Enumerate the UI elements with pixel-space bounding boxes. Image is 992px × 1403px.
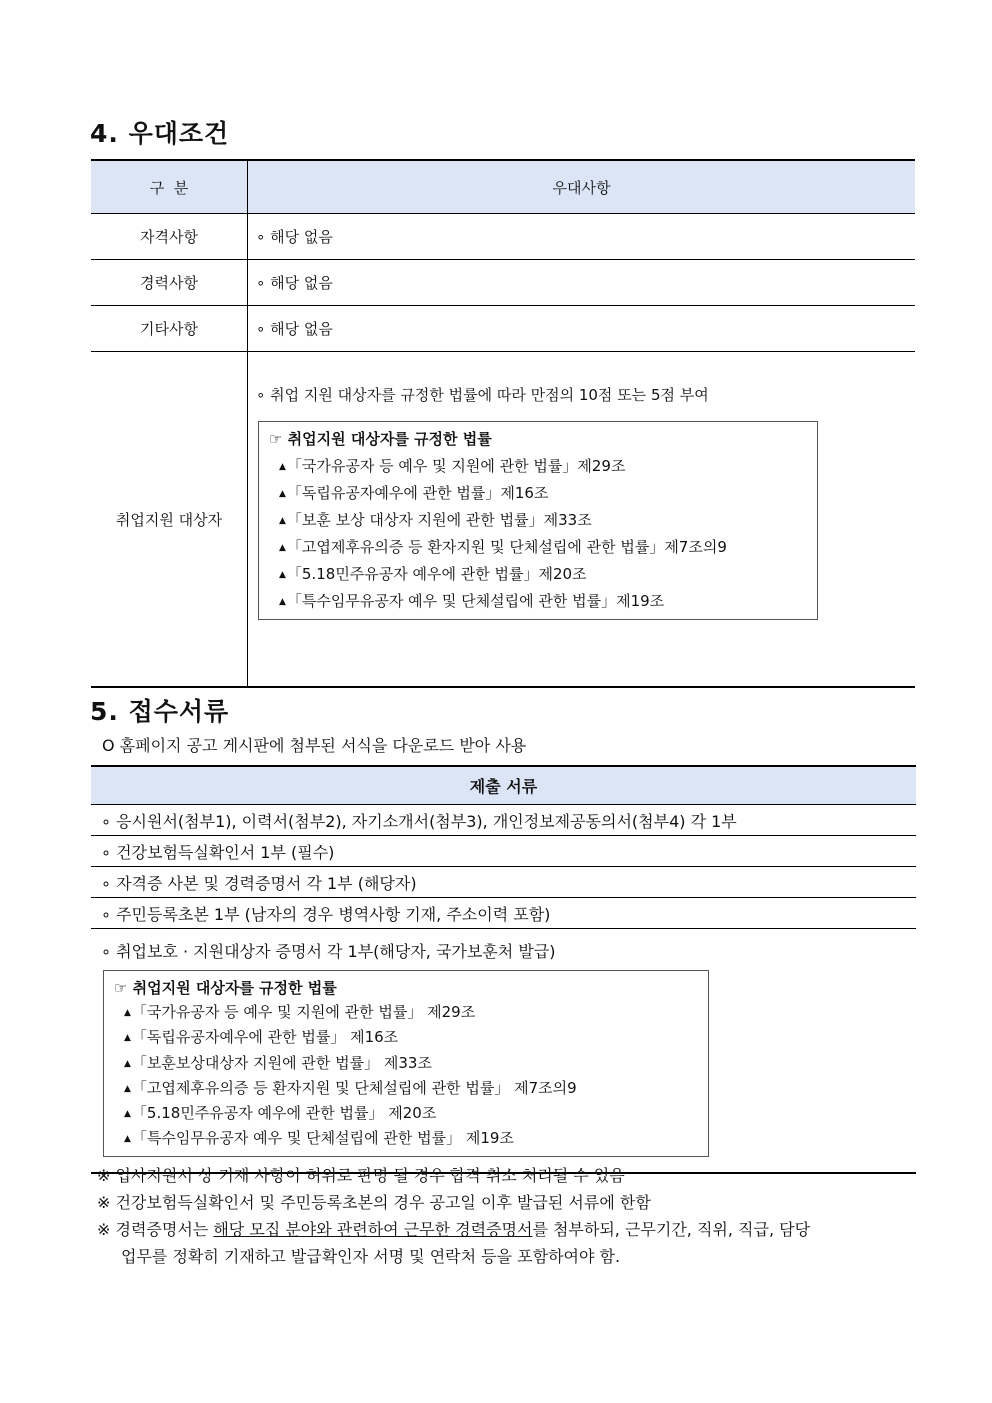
row-label: 자격사항 (91, 214, 248, 260)
law-box-title: ☞ 취업지원 대상자를 규정한 법률 (269, 430, 492, 448)
note-3-line-2: 업무를 정확히 기재하고 발급확인자 서명 및 연락처 등을 포함하여야 함. (121, 1247, 621, 1266)
documents-table (91, 765, 916, 1174)
preference-table (91, 159, 915, 688)
triangle-bullet-icon: ▲ (279, 570, 286, 580)
document-row: ∘ 자격증 사본 및 경력증명서 각 1부 (해당자) (91, 867, 916, 898)
law-item: ▲「고엽제후유의증 등 환자지원 및 단체설립에 관한 법률」 제7조의9 (124, 1078, 577, 1097)
support-intro: ∘ 취업보호 · 지원대상자 증명서 각 1부(해당자, 국가보훈처 발급) (101, 942, 556, 961)
triangle-bullet-icon: ▲ (279, 543, 286, 553)
law-box-title: ☞ 취업지원 대상자를 규정한 법률 (114, 979, 337, 997)
document-row-support (91, 929, 916, 1174)
row-value: ∘ 해당 없음 (248, 214, 916, 260)
law-item: ▲「국가유공자 등 예우 및 지원에 관한 법률」 제29조 (124, 1003, 476, 1021)
law-item: ▲「특수임무유공자 예우 및 단체설립에 관한 법률」제19조 (279, 592, 665, 610)
row-label: 기타사항 (91, 306, 248, 352)
law-item: ▲「고엽제후유의증 등 환자지원 및 단체설립에 관한 법률」제7조의9 (279, 538, 727, 556)
law-item: ▲「국가유공자 등 예우 및 지원에 관한 법률」제29조 (279, 457, 626, 475)
note-1: ※ 입사지원서 상 기재 사항이 허위로 판명 될 경우 합격 취소 처리될 수 있음 (97, 1166, 625, 1185)
employment-support-intro: ∘ 취업 지원 대상자를 규정한 법률에 따라 만점의 10점 또는 5점 부여 (256, 386, 709, 404)
triangle-bullet-icon: ▲ (124, 1109, 131, 1120)
triangle-bullet-icon: ▲ (124, 1008, 131, 1018)
triangle-bullet-icon: ▲ (279, 489, 286, 499)
row-label: 취업지원 대상자 (91, 352, 248, 688)
triangle-bullet-icon: ▲ (124, 1058, 131, 1069)
documents-header: 제출 서류 (91, 766, 916, 805)
section-4-title: 4. 우대조건 (90, 119, 230, 148)
law-item: ▲「독립유공자예우에 관한 법률」 제16조 (124, 1028, 399, 1047)
document-row: ∘ 주민등록초본 1부 (남자의 경우 병역사항 기재, 주소이력 포함) (91, 898, 916, 929)
note-3: ※ 경력증명서는 해당 모집 분야와 관련하여 근무한 경력증명서를 첨부하되, 근무기간, 직위, 직급, 담당 (97, 1220, 811, 1239)
law-item: ▲「5.18민주유공자 예우에 관한 법률」 제20조 (124, 1104, 437, 1123)
table-row (91, 260, 915, 306)
law-item: ▲「특수임무유공자 예우 및 단체설립에 관한 법률」 제19조 (124, 1129, 514, 1148)
triangle-bullet-icon: ▲ (124, 1134, 131, 1145)
law-box (103, 970, 709, 1157)
row-label: 경력사항 (91, 260, 248, 306)
law-box (258, 421, 818, 620)
triangle-bullet-icon: ▲ (279, 516, 286, 526)
triangle-bullet-icon: ▲ (124, 1033, 131, 1044)
law-item: ▲「보훈보상대상자 지원에 관한 법률」 제33조 (124, 1053, 432, 1072)
table-row (91, 214, 915, 260)
section-5-subtitle: O 홈페이지 공고 게시판에 첨부된 서식을 다운로드 받아 사용 (102, 736, 527, 755)
document-row: ∘ 건강보험득실확인서 1부 (필수) (91, 836, 916, 867)
header-category: 구 분 (91, 160, 248, 214)
law-item: ▲「독립유공자예우에 관한 법률」제16조 (279, 484, 549, 502)
triangle-bullet-icon: ▲ (279, 462, 286, 472)
triangle-bullet-icon: ▲ (279, 597, 286, 607)
table-row-employment-support (91, 352, 915, 688)
header-preference: 우대사항 (248, 160, 916, 214)
table-row (91, 306, 915, 352)
law-item: ▲「5.18민주유공자 예우에 관한 법률」제20조 (279, 565, 587, 583)
row-value: ∘ 해당 없음 (248, 260, 916, 306)
note-2: ※ 건강보험득실확인서 및 주민등록초본의 경우 공고일 이후 발급된 서류에 한함 (97, 1193, 651, 1212)
section-5-title: 5. 접수서류 (90, 697, 230, 726)
note-3-underlined: 해당 모집 분야와 관련하여 근무한 경력증명서 (213, 1220, 533, 1239)
row-value: ∘ 해당 없음 (248, 306, 916, 352)
document-row: ∘ 응시원서(첨부1), 이력서(첨부2), 자기소개서(첨부3), 개인정보제공동의서(첨부4) 각 1부 (91, 805, 916, 836)
law-item: ▲「보훈 보상 대상자 지원에 관한 법률」제33조 (279, 511, 592, 529)
triangle-bullet-icon: ▲ (124, 1083, 131, 1094)
